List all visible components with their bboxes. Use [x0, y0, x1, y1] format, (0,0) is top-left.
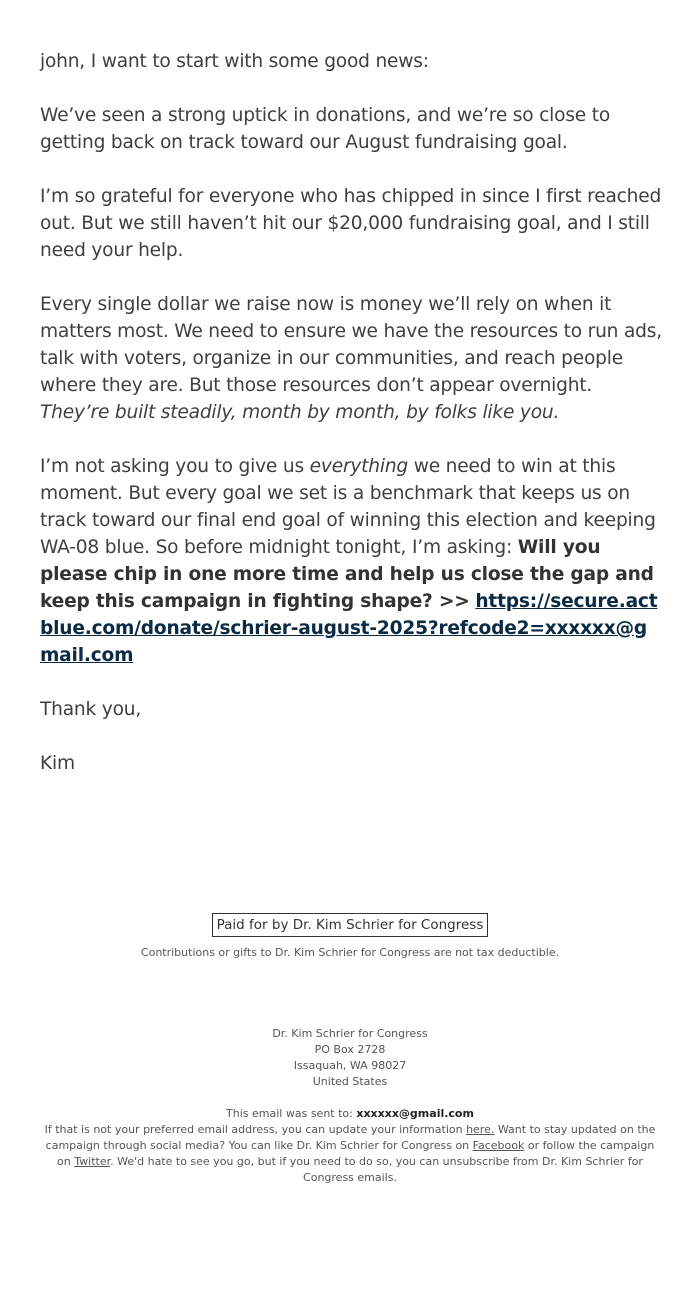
address-line2: Issaquah, WA 98027 [293, 1059, 407, 1072]
notice-part-1: If that is not your preferred email address, you can update your information [44, 1123, 467, 1136]
paragraph-resources-text: Every single dollar we raise now is money we’ll rely on when it matters most. We need to ensure we have the resources to run ads, talk with voters, organize in our communities, and reach people where they are. But those resources don’t appear overnight. [40, 294, 662, 396]
sent-to-line [40, 1106, 660, 1122]
paragraph-resources [40, 291, 662, 426]
sent-to-label: This email was sent to: [226, 1107, 357, 1120]
paragraph-ask-text-1: I’m not asking you to give us [40, 456, 310, 477]
facebook-link[interactable]: Facebook [472, 1139, 525, 1152]
paragraph-ask-emphasis: everything [309, 456, 409, 477]
address-country: United States [312, 1075, 388, 1088]
signature: Kim [40, 753, 75, 774]
email-body [40, 48, 662, 804]
notice-part-3: or follow the campaign on [57, 1139, 655, 1168]
notice-part-2: Want to stay updated on the campaign through social media? You can like Dr. Kim Schrier for Congress on [45, 1123, 656, 1152]
paragraph-ask-text-2: we need to win at this moment. But every goal we set is a benchmark that keeps us on track toward our final end goal of winning this election and keeping WA-08 blue. So before midnight tonight, I’m asking: [40, 456, 656, 558]
twitter-link[interactable]: Twitter [74, 1155, 111, 1168]
notice-text [40, 1122, 660, 1186]
update-info-link[interactable]: here. [466, 1123, 495, 1136]
paragraph-momentum: We’ve seen a strong uptick in donations, and we’re so close to getting back on track toward our August fundraising goal. [40, 105, 611, 153]
tax-disclaimer: Contributions or gifts to Dr. Kim Schrier for Congress are not tax deductible. [140, 946, 560, 959]
signoff: Thank you, [40, 699, 142, 720]
paragraph-resources-emphasis: They’re built steadily, month by month, by folks like you. [40, 402, 560, 423]
paragraph-ask [40, 453, 662, 669]
donation-ask-bold: Will you please chip in one more time and help us close the gap and keep this campaign in fighting shape? >> [40, 537, 654, 612]
donate-link[interactable]: https://secure.actblue.com/donate/schrier-august-2025?refcode2=xxxxxx@gmail.com [40, 591, 658, 666]
footer-disclosure [40, 913, 660, 961]
greeting: john, I want to start with some good news: [40, 51, 429, 72]
footer-notice [40, 1106, 660, 1186]
paid-for-box: Paid for by Dr. Kim Schrier for Congress [212, 913, 489, 937]
address-name: Dr. Kim Schrier for Congress [272, 1027, 428, 1040]
paragraph-gratitude: I’m so grateful for everyone who has chipped in since I first reached out. But we still haven’t hit our $20,000 fundraising goal, and I still need your help. [40, 186, 662, 261]
footer-address [40, 1026, 660, 1090]
notice-part-4: . We'd hate to see you go, but if you need to do so, you can unsubscribe from Dr. Kim Schrier for Congress emails. [110, 1155, 643, 1184]
address-line1: PO Box 2728 [314, 1043, 386, 1056]
sent-to-email: xxxxxx@gmail.com [356, 1107, 474, 1120]
